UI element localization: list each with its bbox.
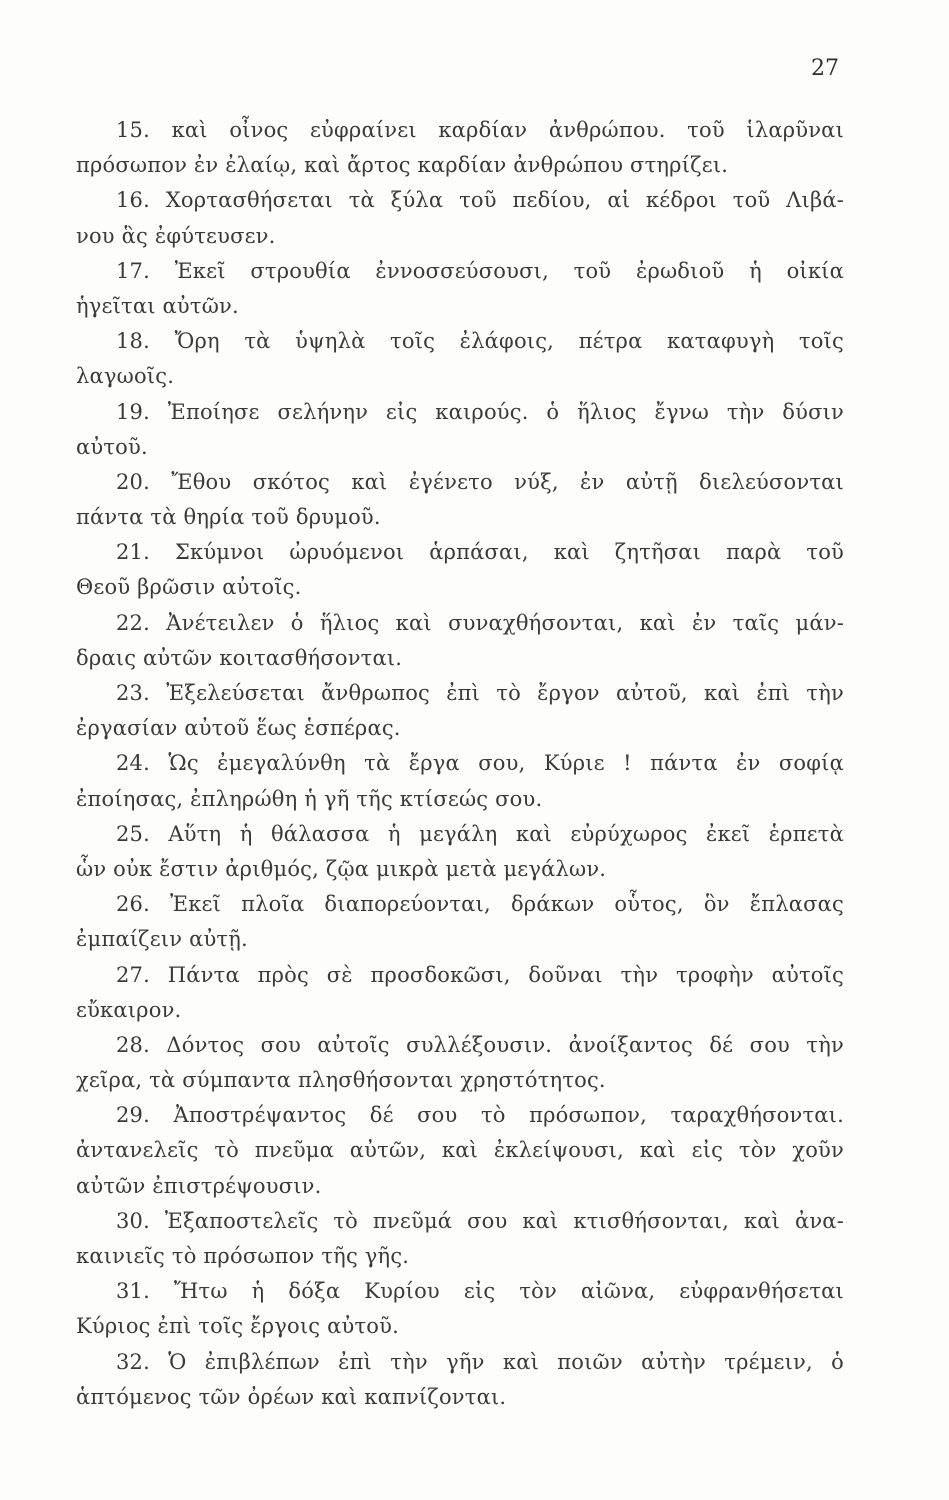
text-line: ὧν οὐκ ἔστιν ἀριθμός, ζῷα μικρὰ μετὰ μεγάλων. [76, 856, 607, 881]
text-line: πάντα τὰ θηρία τοῦ δρυμοῦ. [76, 505, 381, 530]
text-line: πρόσωπον ἐν ἐλαίῳ, καὶ ἄρτος καρδίαν ἀνθρώπου στηρίζει. [76, 153, 729, 178]
text-line: 32. Ὁ ἐπιβλέπων ἐπὶ τὴν γῆν καὶ ποιῶν αὐτὴν τρέμειν, ὁ [116, 1349, 844, 1374]
text-line: 15. καὶ οἶνος εὐφραίνει καρδίαν ἀνθρώπου. τοῦ ἱλαρῦναι [116, 118, 844, 142]
text-line: 17. Ἐκεῖ στρουθία ἐννοσσεύσουσι, τοῦ ἐρωδιοῦ ἡ οἰκία [116, 258, 844, 283]
text-line: χεῖρα, τὰ σύμπαντα πλησθήσονται χρηστότητος. [76, 1068, 606, 1093]
text-line: 24. Ὡς ἐμεγαλύνθη τὰ ἔργα σου, Κύριε ! πάντα ἐν σοφίᾳ [116, 751, 844, 776]
text-line: αὐτῶν ἐπιστρέψουσιν. [76, 1173, 322, 1198]
text-line: λαγωοῖς. [76, 364, 175, 389]
text-line: 18. Ὄρη τὰ ὑψηλὰ τοῖς ἐλάφοις, πέτρα καταφυγὴ τοῖς [116, 329, 844, 354]
text-line: 26. Ἐκεῖ πλοῖα διαπορεύονται, δράκων οὗτος, ὃν ἔπλασας [116, 892, 844, 917]
page-number: 27 [811, 56, 839, 81]
text-line: 27. Πάντα πρὸς σὲ προσδοκῶσι, δοῦναι τὴν τροφὴν αὐτοῖς [116, 962, 844, 987]
text-line: ἐποίησας, ἐπληρώθη ἡ γῆ τῆς κτίσεώς σου. [76, 786, 543, 811]
text-line: 29. Ἀποστρέψαντος δέ σου τὸ πρόσωπον, ταραχθήσονται. [116, 1103, 844, 1128]
text-line: 31. Ἤτω ἡ δόξα Κυρίου εἰς τὸν αἰῶνα, εὐφρανθήσεται [116, 1279, 844, 1304]
text-line: νου ἃς ἐφύτευσεν. [76, 223, 276, 248]
text-line: 20. Ἔθου σκότος καὶ ἐγένετο νύξ, ἐν αὐτῇ διελεύσονται [116, 469, 844, 494]
text-line: ἐμπαίζειν αὐτῇ. [76, 927, 248, 952]
text-line: 16. Χορτασθήσεται τὰ ξύλα τοῦ πεδίου, αἱ κέδροι τοῦ Λιβά- [116, 188, 844, 213]
text-line: Θεοῦ βρῶσιν αὐτοῖς. [76, 575, 302, 600]
text-line: ἁπτόμενος τῶν ὀρέων καὶ καπνίζονται. [76, 1384, 507, 1409]
text-line: 19. Ἐποίησε σελήνην εἰς καιρούς. ὁ ἥλιος ἔγνω τὴν δύσιν [116, 399, 844, 424]
text-line: ἡγεῖται αὐτῶν. [76, 293, 239, 318]
text-line: ἐργασίαν αὐτοῦ ἕως ἑσπέρας. [76, 716, 401, 741]
text-line: αὐτοῦ. [76, 434, 148, 459]
text-line: 30. Ἐξαποστελεῖς τὸ πνεῦμά σου καὶ κτισθήσονται, καὶ ἀνα- [116, 1208, 844, 1233]
text-line: Κύριος ἐπὶ τοῖς ἔργοις αὐτοῦ. [76, 1314, 399, 1339]
text-line: εὔκαιρον. [76, 997, 182, 1022]
text-line: ἀντανελεῖς τὸ πνεῦμα αὐτῶν, καὶ ἐκλείψουσι, καὶ εἰς τὸν χοῦν [76, 1138, 844, 1163]
text-line: 23. Ἐξελεύσεται ἄνθρωπος ἐπὶ τὸ ἔργον αὐτοῦ, καὶ ἐπὶ τὴν [116, 681, 844, 705]
text-line: δραις αὐτῶν κοιτασθήσονται. [76, 645, 403, 670]
psalm-text-block [76, 113, 844, 1415]
text-line: καινιεῖς τὸ πρόσωπον τῆς γῆς. [76, 1244, 410, 1268]
text-line: 28. Δόντος σου αὐτοῖς συλλέξουσιν. ἀνοίξαντος δέ σου τὴν [116, 1032, 844, 1057]
text-line: 25. Αὕτη ἡ θάλασσα ἡ μεγάλη καὶ εὐρύχωρος ἐκεῖ ἑρπετὰ [116, 821, 844, 846]
text-line: 22. Ἀνέτειλεν ὁ ἥλιος καὶ συναχθήσονται, καὶ ἐν ταῖς μάν- [116, 610, 844, 635]
text-line: 21. Σκύμνοι ὠρυόμενοι ἁρπάσαι, καὶ ζητῆσαι παρὰ τοῦ [116, 540, 844, 565]
